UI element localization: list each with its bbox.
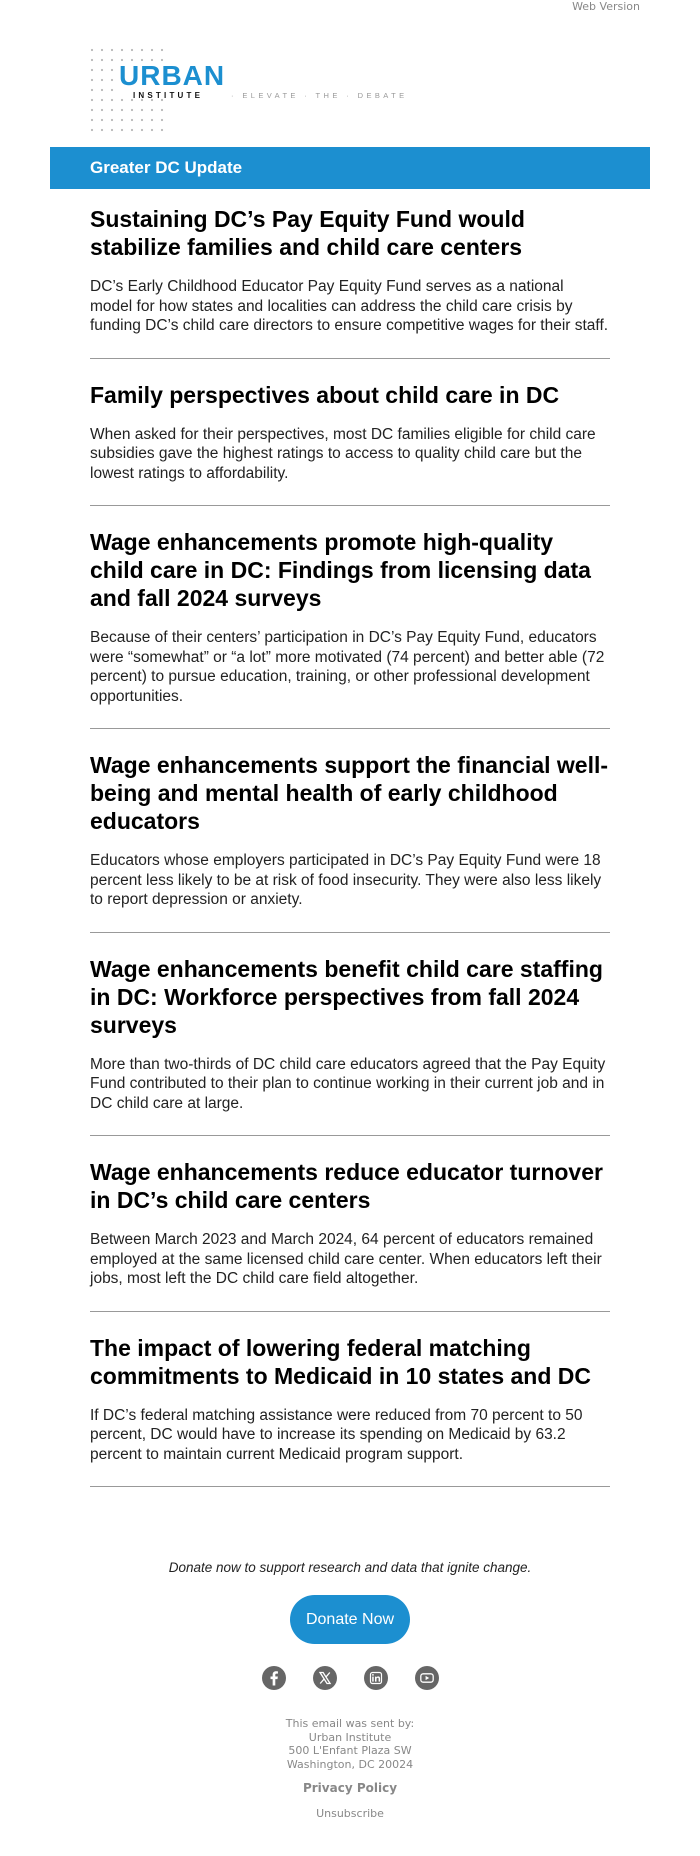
sent-by-label: This email was sent by: [285, 1717, 415, 1730]
article-list [90, 205, 610, 1509]
sender-info [50, 1717, 650, 1771]
article-title-link[interactable]: The impact of lowering federal matching commitments to Medicaid in 10 states and DC [90, 1334, 592, 1389]
org-name: Urban Institute [308, 1730, 392, 1744]
unsubscribe-link[interactable]: Unsubscribe [316, 1807, 384, 1820]
social-links [50, 1665, 650, 1691]
article-title-link[interactable]: Wage enhancements benefit child care staffing in DC: Workforce perspectives from fall 2024 surveys [90, 955, 603, 1038]
article-summary: Educators whose employers participated in DC’s Pay Equity Fund were 18 percent less likely to be at risk of food insecurity. They were also less likely to report depression or anxiety. [90, 852, 602, 908]
x-icon[interactable] [312, 1665, 338, 1691]
article-summary: DC’s Early Childhood Educator Pay Equity Fund serves as a national model for how states and localities can address the child care crisis by funding DC’s child care directors to ensure competitive wages for their staff. [90, 278, 609, 334]
article-summary: More than two-thirds of DC child care educators agreed that the Pay Equity Fund contributed to their plan to continue working in their current job and in DC child care at large. [90, 1055, 606, 1112]
email-footer [50, 1560, 650, 1820]
article-summary: Between March 2023 and March 2024, 64 percent of educators remained employed at the same licensed child care center. When educators left their jobs, most left the DC child care field altogether. [90, 1231, 602, 1287]
banner-title: Greater DC Update [90, 158, 243, 177]
article-item [90, 381, 610, 507]
logo-sub: INSTITUTE [133, 91, 204, 100]
article-title-link[interactable]: Wage enhancements support the financial well-being and mental health of early childhood educators [90, 752, 609, 834]
web-version-link[interactable]: Web Version [572, 0, 640, 13]
article-item [90, 528, 610, 729]
logo-tagline: · ELEVATE · THE · DEBATE [231, 91, 408, 100]
article-title-link[interactable]: Family perspectives about child care in DC [90, 381, 560, 408]
article-title-link[interactable]: Wage enhancements promote high-quality child care in DC: Findings from licensing data and fall 2024 surveys [90, 529, 591, 611]
article-summary: If DC’s federal matching assistance were reduced from 70 percent to 50 percent, DC would have to increase its spending on Medicaid by 63.2 percent to maintain current Medicaid program support. [90, 1406, 583, 1463]
article-item [90, 1334, 610, 1488]
article-summary: When asked for their perspectives, most DC families eligible for child care subsidies gave the highest ratings to access to quality child care but the lowest ratings to affordability. [90, 425, 596, 482]
facebook-icon[interactable] [261, 1665, 287, 1691]
article-item [90, 1158, 610, 1312]
section-banner [50, 147, 650, 189]
article-title-link[interactable]: Sustaining DC’s Pay Equity Fund would stabilize families and child care centers [90, 206, 525, 260]
article-summary: Because of their centers’ participation in DC’s Pay Equity Fund, educators were “somewhat” or “a lot” more motivated (74 percent) and better able (72 percent) to pursue education, training, or other professional development opportunities. [90, 629, 605, 705]
logo-wordmark: URBAN [119, 60, 226, 91]
article-item [90, 955, 610, 1137]
article-title-link[interactable]: Wage enhancements reduce educator turnover in DC’s child care centers [90, 1159, 603, 1213]
urban-institute-logo[interactable] [90, 48, 450, 136]
address-line-2: Washington, DC 20024 [286, 1757, 414, 1771]
donate-now-button[interactable]: Donate Now [290, 1595, 410, 1644]
youtube-icon[interactable] [414, 1665, 440, 1691]
address-line-1: 500 L'Enfant Plaza SW [288, 1744, 412, 1757]
privacy-policy-link[interactable]: Privacy Policy [302, 1781, 398, 1795]
article-item [90, 751, 610, 933]
article-item [90, 205, 610, 359]
linkedin-icon[interactable] [363, 1665, 389, 1691]
donate-prompt: Donate now to support research and data that ignite change. [168, 1560, 532, 1575]
